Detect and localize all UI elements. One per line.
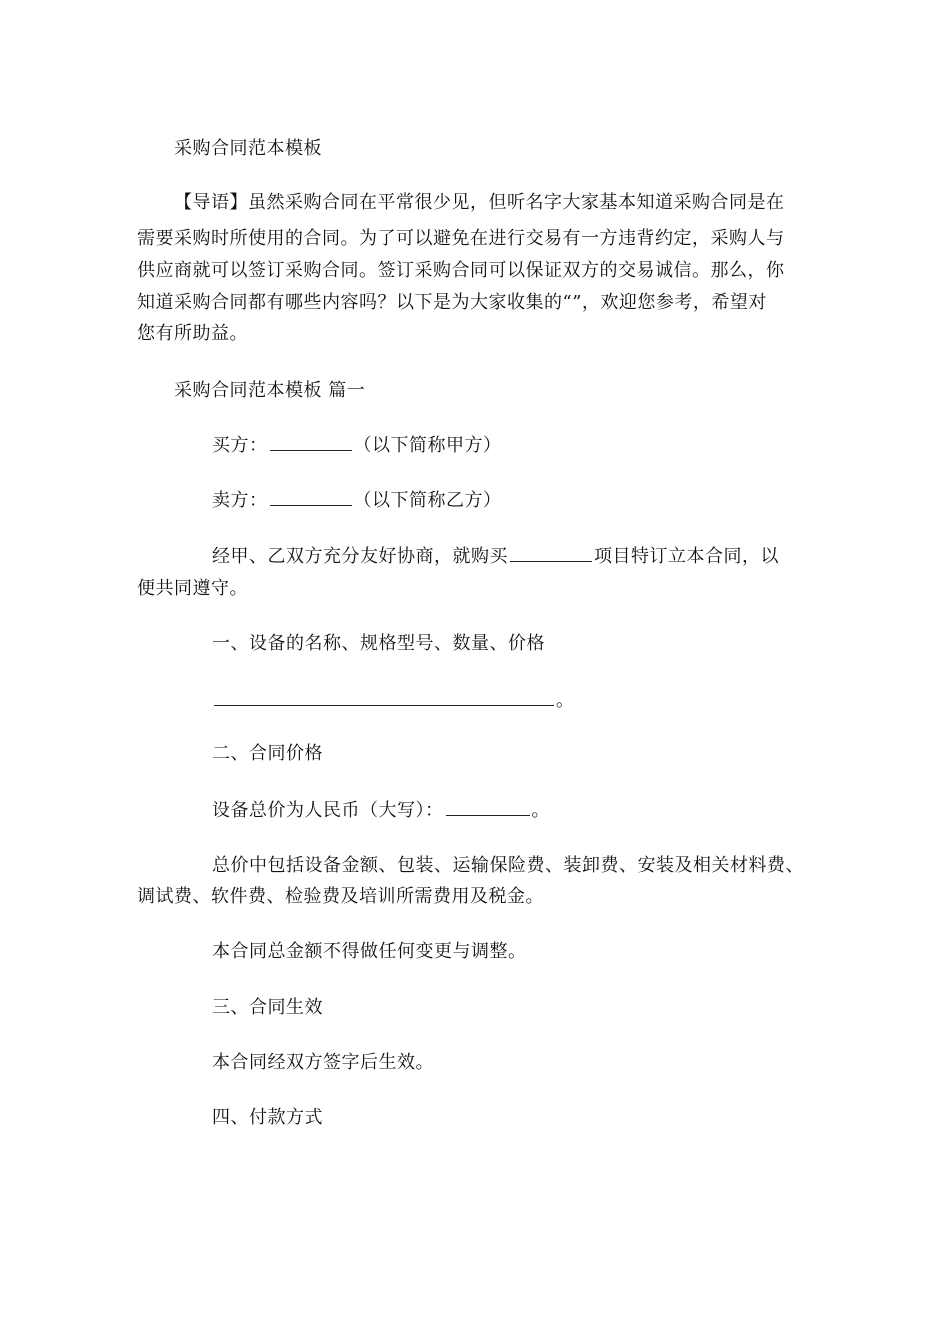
price-text: 设备总价为人民币（大写）： bbox=[212, 800, 444, 821]
price-end: 。 bbox=[531, 800, 550, 821]
agreement-line-2: 便共同遵守。 bbox=[137, 578, 248, 599]
seller-blank bbox=[270, 487, 352, 506]
agreement-pre: 经甲、乙双方充分友好协商，就购买 bbox=[212, 546, 508, 567]
seller-label: 卖方： bbox=[212, 490, 268, 511]
intro-line-3: 供应商就可以签订采购合同。签订采购合同可以保证双方的交易诚信。那么，你 bbox=[137, 260, 785, 281]
seller-line bbox=[212, 487, 502, 514]
heading-3: 三、合同生效 bbox=[212, 997, 323, 1018]
intro-line-2: 需要采购时所使用的合同。为了可以避免在进行交易有一方违背约定，采购人与 bbox=[137, 228, 785, 249]
price-line bbox=[212, 797, 550, 824]
includes-line-2: 调试费、软件费、检验费及培训所需费用及税金。 bbox=[137, 886, 544, 907]
equipment-blank bbox=[214, 687, 554, 706]
buyer-blank bbox=[270, 432, 352, 451]
buyer-line bbox=[212, 432, 502, 459]
section-title: 采购合同范本模板 篇一 bbox=[174, 380, 366, 401]
equipment-blank-line bbox=[212, 687, 575, 714]
buyer-label: 买方： bbox=[212, 435, 268, 456]
intro-line-1: 【导语】虽然采购合同在平常很少见，但听名字大家基本知道采购合同是在 bbox=[174, 192, 785, 213]
heading-2: 二、合同价格 bbox=[212, 743, 323, 764]
price-blank bbox=[446, 797, 530, 816]
project-blank bbox=[510, 543, 592, 562]
agreement-post: 项目特订立本合同，以 bbox=[594, 546, 779, 567]
document-title: 采购合同范本模板 bbox=[174, 138, 322, 159]
intro-line-4: 知道采购合同都有哪些内容吗？以下是为大家收集的“”，欢迎您参考，希望对 bbox=[137, 292, 767, 313]
no-change-line: 本合同总金额不得做任何变更与调整。 bbox=[212, 941, 527, 962]
heading-4: 四、付款方式 bbox=[212, 1107, 323, 1128]
heading-1: 一、设备的名称、规格型号、数量、价格 bbox=[212, 633, 545, 654]
equipment-end: 。 bbox=[556, 690, 575, 711]
seller-suffix: （以下简称乙方） bbox=[353, 490, 502, 511]
buyer-suffix: （以下简称甲方） bbox=[353, 435, 502, 456]
agreement-line-1 bbox=[212, 543, 779, 570]
effective-line: 本合同经双方签字后生效。 bbox=[212, 1052, 434, 1073]
intro-line-5: 您有所助益。 bbox=[137, 323, 248, 344]
includes-line-1: 总价中包括设备金额、包装、运输保险费、装卸费、安装及相关材料费、 bbox=[212, 855, 804, 876]
